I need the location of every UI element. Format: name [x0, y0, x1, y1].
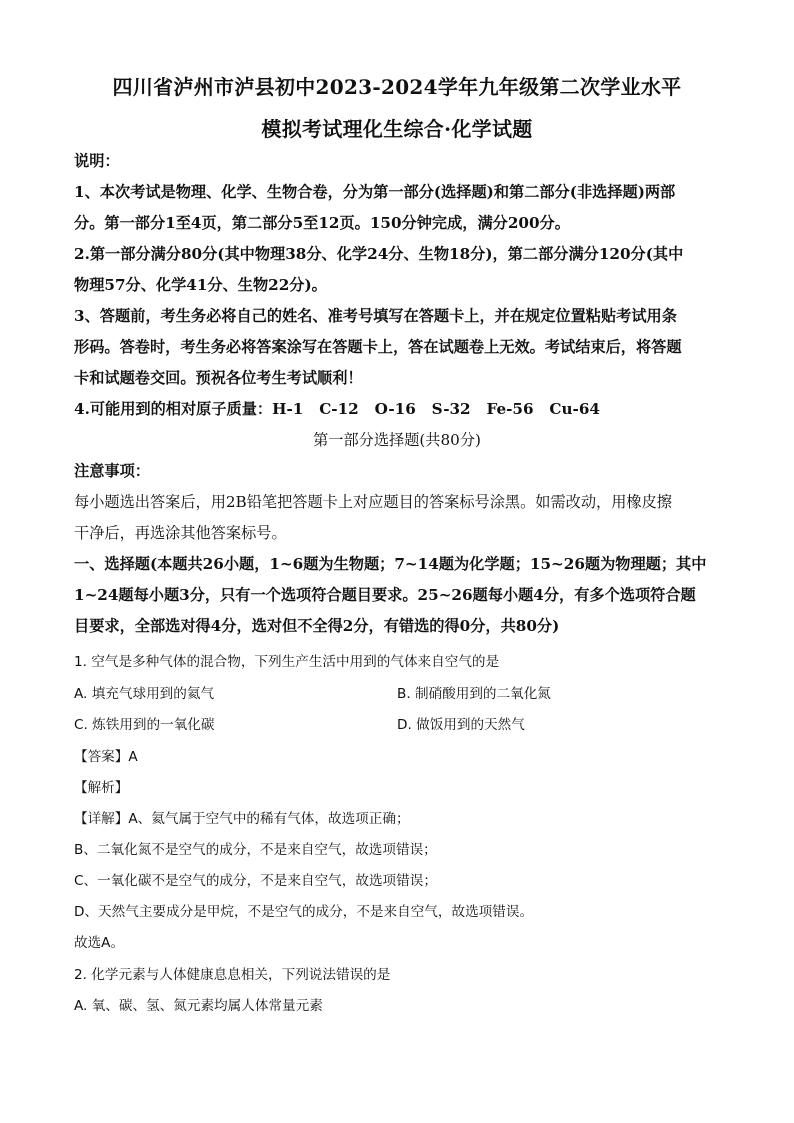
instruction-4-atomic-masses: 4.可能用到的相对原子质量：H-1 C-12 O-16 S-32 Fe-56 Cu-64 [74, 400, 600, 418]
conclusion: 故选A。 [74, 935, 125, 951]
detail-line-a [74, 807, 410, 827]
instruction-1-line-2: 分。第一部分1至4页，第二部分5至12页。150分钟完成，满分200分。 [74, 214, 570, 232]
instruction-2-line-1: 2.第一部分满分80分(其中物理38分、化学24分、生物18分)，第二部分满分120分(其中 [74, 245, 684, 263]
title-line-2: 模拟考试理化生综合·化学试题 [261, 117, 533, 141]
detail-line-b: B、二氧化氮不是空气的成分，不是来自空气，故选项错误； [74, 842, 437, 858]
analysis-label: 【解析】 [74, 780, 129, 796]
question-1-answer [74, 745, 138, 765]
detail-line-c: C、一氧化碳不是空气的成分，不是来自空气，故选项错误； [74, 873, 437, 889]
question-1-option-c: C. 炼铁用到的一氧化碳 [74, 717, 215, 733]
detail-label: 【详解】 [74, 811, 129, 827]
notice-line-2: 干净后，再选涂其他答案标号。 [74, 524, 287, 542]
part1-heading: 第一部分选择题(共80分) [313, 431, 481, 449]
question-2-stem: 2. 化学元素与人体健康息息相关，下列说法错误的是 [74, 967, 391, 983]
instruction-3-line-3: 卡和试题卷交回。预祝各位考生考试顺利！ [74, 369, 363, 387]
question-1-option-d: D. 做饭用到的天然气 [397, 717, 525, 733]
section-line-3: 目要求，全部选对得4分，选对但不全得2分，有错选的得0分，共80分) [74, 617, 560, 635]
title-line-1: 四川省泸州市泸县初中2023-2024学年九年级第二次学业水平 [112, 75, 682, 99]
section-line-1: 一、选择题(本题共26小题，1~6题为生物题；7~14题为化学题；15~26题为物理题；其中 [74, 555, 707, 573]
detail-line-d: D、天然气主要成分是甲烷，不是空气的成分，不是来自空气，故选项错误。 [74, 904, 534, 920]
notice-heading: 注意事项： [74, 462, 150, 480]
question-1-option-a: A. 填充气球用到的氦气 [74, 686, 215, 702]
question-2-option-a: A. 氧、碳、氢、氮元素均属人体常量元素 [74, 998, 323, 1014]
notice-line-1: 每小题选出答案后，用2B铅笔把答题卡上对应题目的答案标号涂黑。如需改动，用橡皮擦 [74, 493, 672, 511]
detail-a-text: A、氦气属于空气中的稀有气体，故选项正确； [128, 811, 410, 827]
answer-value: A [128, 749, 138, 765]
instruction-3-line-2: 形码。答卷时，考生务必将答案涂写在答题卡上，答在试题卷上无效。考试结束后，将答题 [74, 338, 682, 356]
instruction-3-line-1: 3、答题前，考生务必将自己的姓名、准考号填写在答题卡上，并在规定位置粘贴考试用条 [74, 307, 677, 325]
section-line-2: 1~24题每小题3分，只有一个选项符合题目要求。25~26题每小题4分，有多个选项符合题 [74, 586, 696, 604]
instructions-heading: 说明： [74, 152, 120, 170]
answer-label: 【答案】 [74, 749, 129, 765]
instruction-2-line-2: 物理57分、化学41分、生物22分)。 [74, 276, 327, 294]
question-1-option-b: B. 制硝酸用到的二氧化氮 [397, 686, 551, 702]
question-1-stem: 1. 空气是多种气体的混合物，下列生产生活中用到的气体来自空气的是 [74, 654, 500, 670]
instruction-1-line-1: 1、本次考试是物理、化学、生物合卷，分为第一部分(选择题)和第二部分(非选择题)两部 [74, 183, 676, 201]
